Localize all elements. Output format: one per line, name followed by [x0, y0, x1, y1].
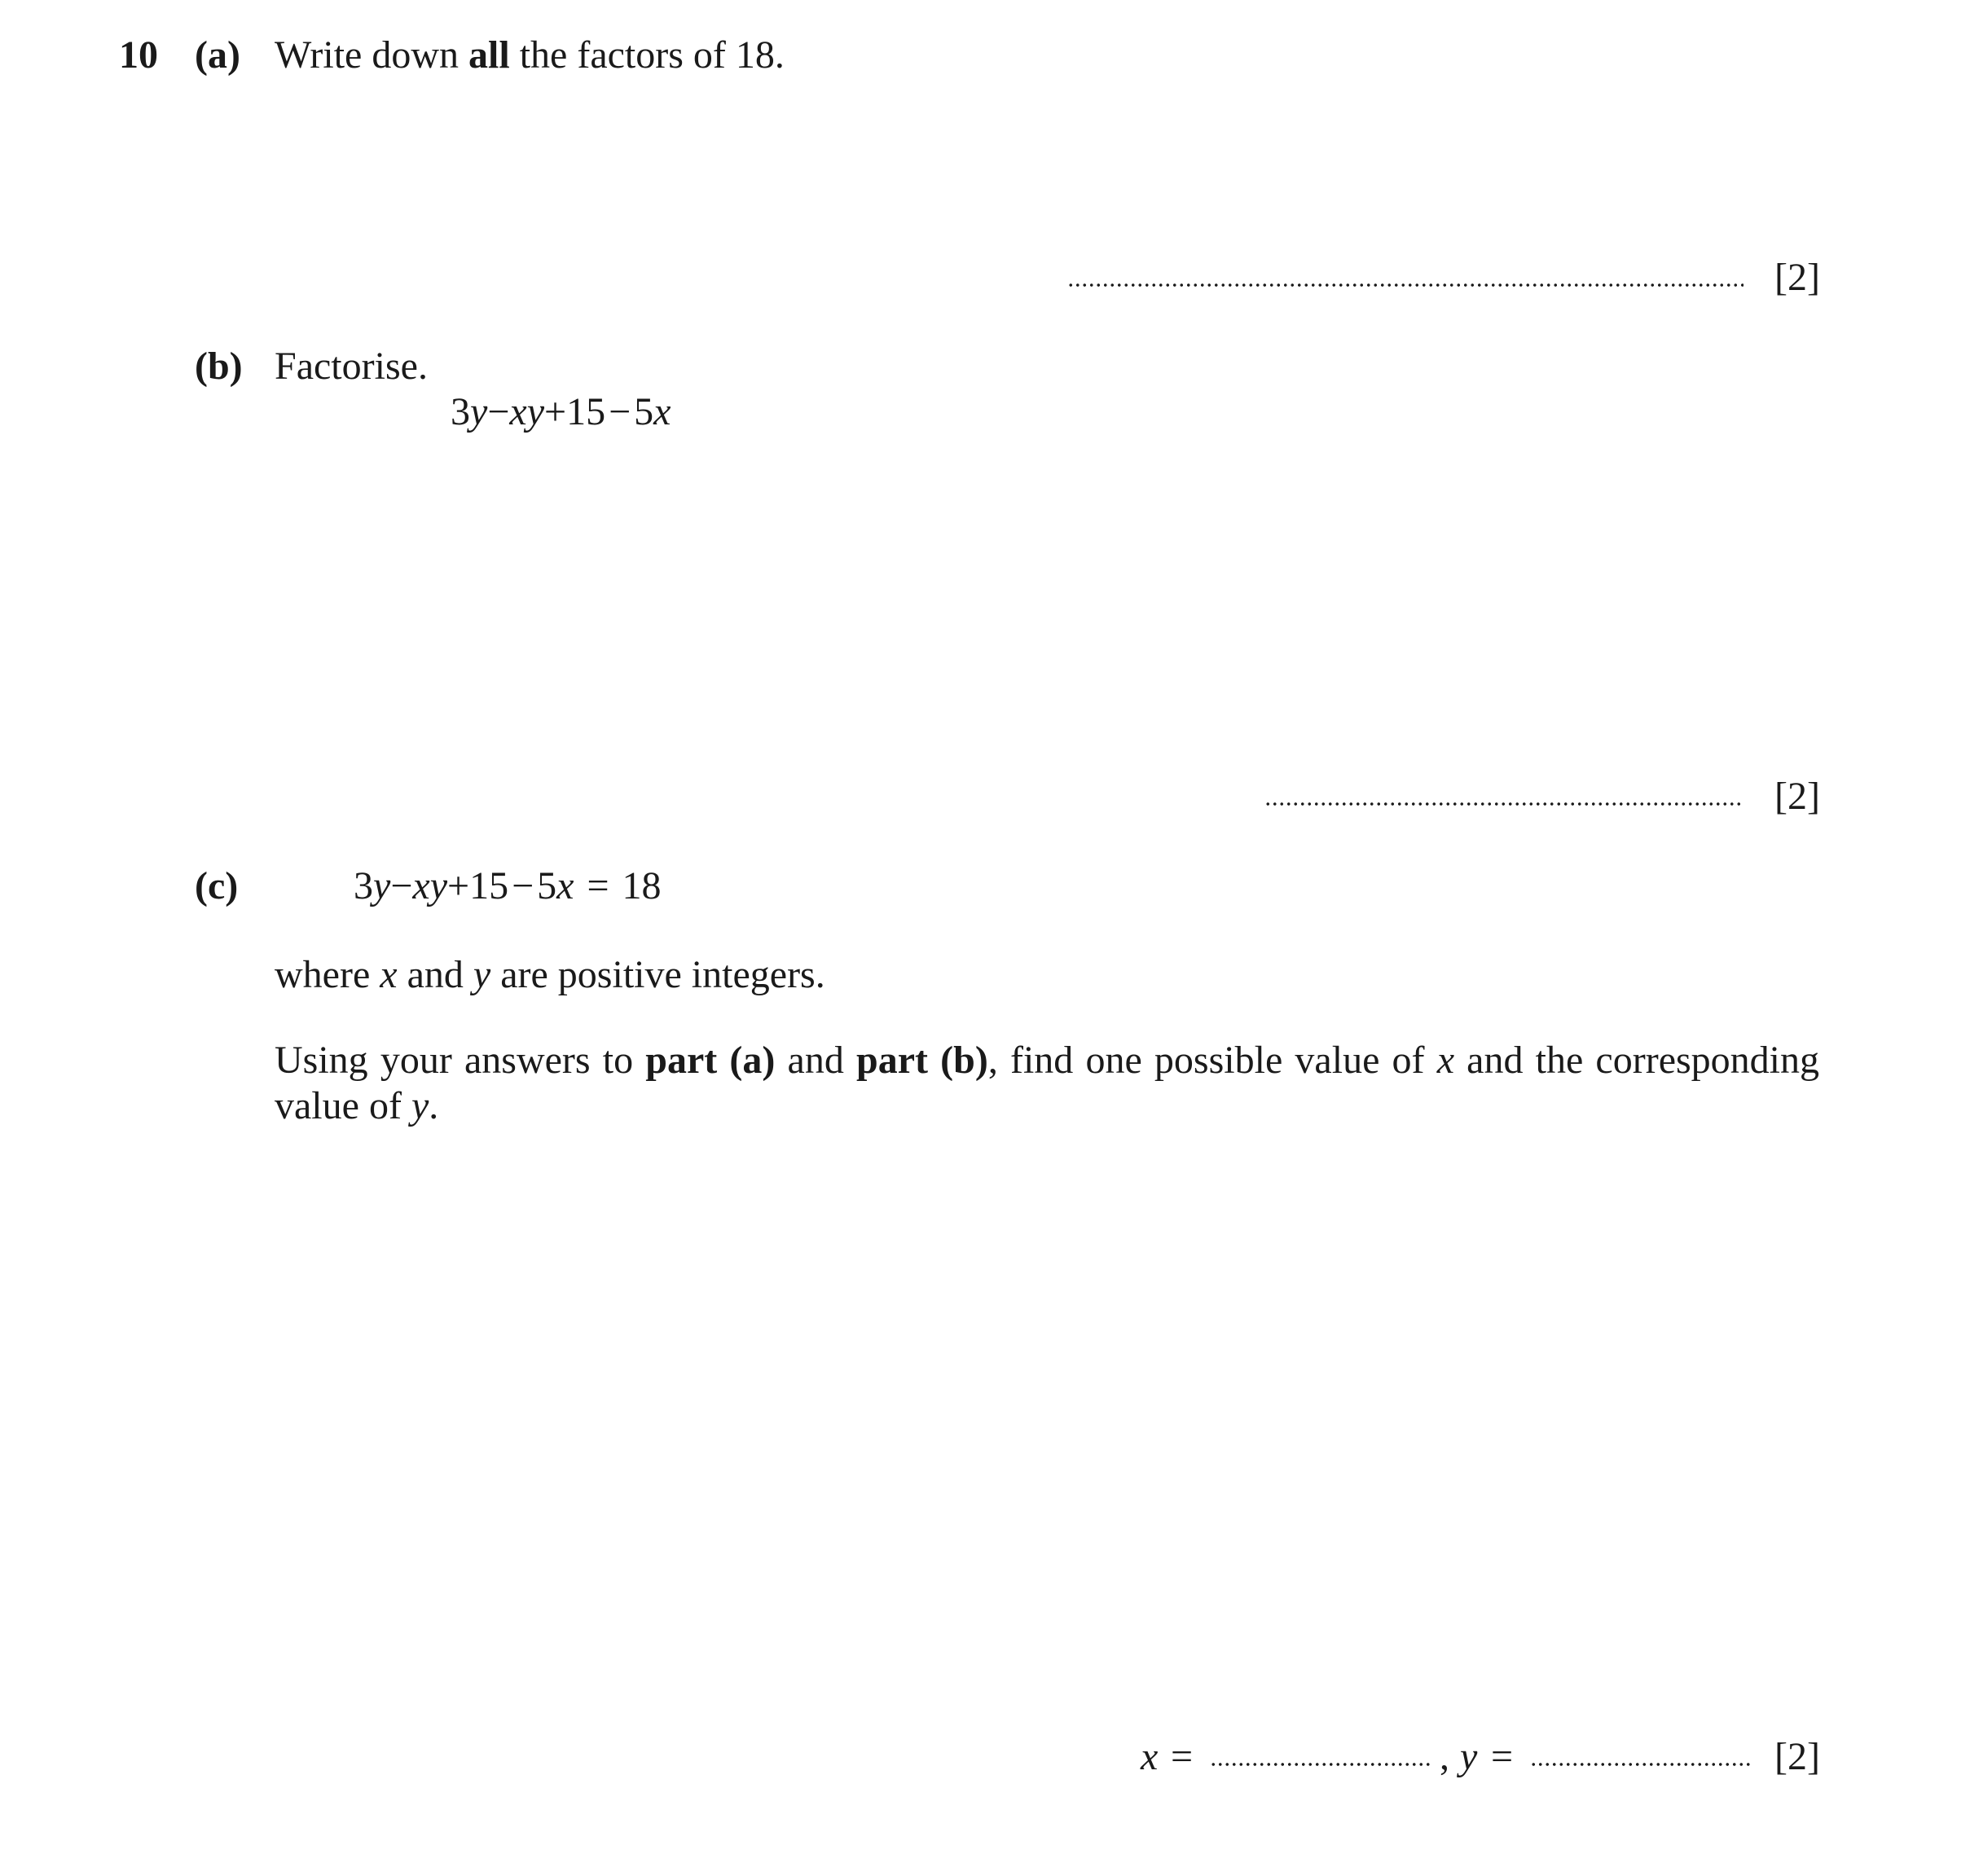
expr-term-var: y — [470, 390, 488, 433]
condition-var-y: y — [473, 953, 491, 996]
eq-term-coef: 5 — [537, 864, 557, 907]
answer-y-field[interactable] — [1530, 1762, 1750, 1767]
expr-term-const: 15 — [566, 390, 606, 433]
condition-text: where — [275, 953, 380, 996]
eq-term-var: y — [373, 864, 391, 907]
eq-rhs: 18 — [622, 864, 662, 907]
part-a-question — [275, 33, 785, 77]
part-a-answer-line[interactable] — [1067, 283, 1744, 288]
eq-term-coef: 3 — [354, 864, 373, 907]
condition-text: are positive integers. — [490, 953, 825, 996]
part-c-marks: [2] — [1774, 1735, 1820, 1778]
part-b-marks: [2] — [1774, 775, 1820, 818]
eq-operator: − — [512, 864, 534, 907]
condition-var-x: x — [380, 953, 398, 996]
expr-term-var: xy — [509, 390, 544, 433]
part-c-instruction — [275, 1038, 1819, 1129]
eq-equals: = — [587, 864, 609, 907]
question-number: 10 — [119, 33, 158, 77]
instruction-text: and the corresponding value of — [275, 1039, 1820, 1127]
part-a-text-end: the factors of 18. — [509, 33, 785, 77]
eq-term-const: 15 — [469, 864, 509, 907]
part-c-equation — [354, 864, 662, 907]
eq-term-var: xy — [412, 864, 447, 907]
instruction-var-y: y — [411, 1084, 429, 1127]
instruction-ref-part-b: part (b) — [856, 1039, 988, 1082]
answer-y-label: y — [1460, 1735, 1478, 1778]
part-a-marks: [2] — [1774, 256, 1820, 299]
part-c-condition — [275, 953, 825, 996]
instruction-text: Using your answers to — [275, 1039, 646, 1082]
answer-comma: , — [1440, 1735, 1449, 1778]
instruction-text: and — [775, 1039, 857, 1082]
instruction-text: , find one possible value of — [987, 1039, 1437, 1082]
answer-y-equals: = — [1491, 1735, 1514, 1778]
part-a-text-emphasis: all — [468, 33, 510, 77]
part-c-label: (c) — [195, 864, 239, 907]
part-b-instruction: Factorise. — [275, 345, 428, 388]
part-a-text-start: Write down — [275, 33, 469, 77]
expr-operator: + — [544, 390, 567, 433]
condition-text: and — [397, 953, 473, 996]
answer-x-equals: = — [1171, 1735, 1194, 1778]
expr-term-coef: 5 — [634, 390, 654, 433]
expr-term-coef: 3 — [451, 390, 470, 433]
instruction-ref-part-a: part (a) — [645, 1039, 776, 1082]
expr-term-var: x — [653, 390, 671, 433]
expr-operator: − — [609, 390, 631, 433]
instruction-text: . — [429, 1084, 439, 1127]
answer-x-field[interactable] — [1210, 1762, 1430, 1767]
eq-operator: + — [447, 864, 470, 907]
eq-operator: − — [390, 864, 413, 907]
expr-operator: − — [487, 390, 510, 433]
part-b-answer-line[interactable] — [1264, 802, 1744, 806]
part-b-expression — [451, 390, 671, 433]
answer-x-label: x — [1141, 1735, 1159, 1778]
part-b-label: (b) — [195, 345, 243, 388]
instruction-var-x: x — [1436, 1039, 1454, 1082]
part-a-label: (a) — [195, 33, 240, 77]
eq-term-var: x — [556, 864, 574, 907]
